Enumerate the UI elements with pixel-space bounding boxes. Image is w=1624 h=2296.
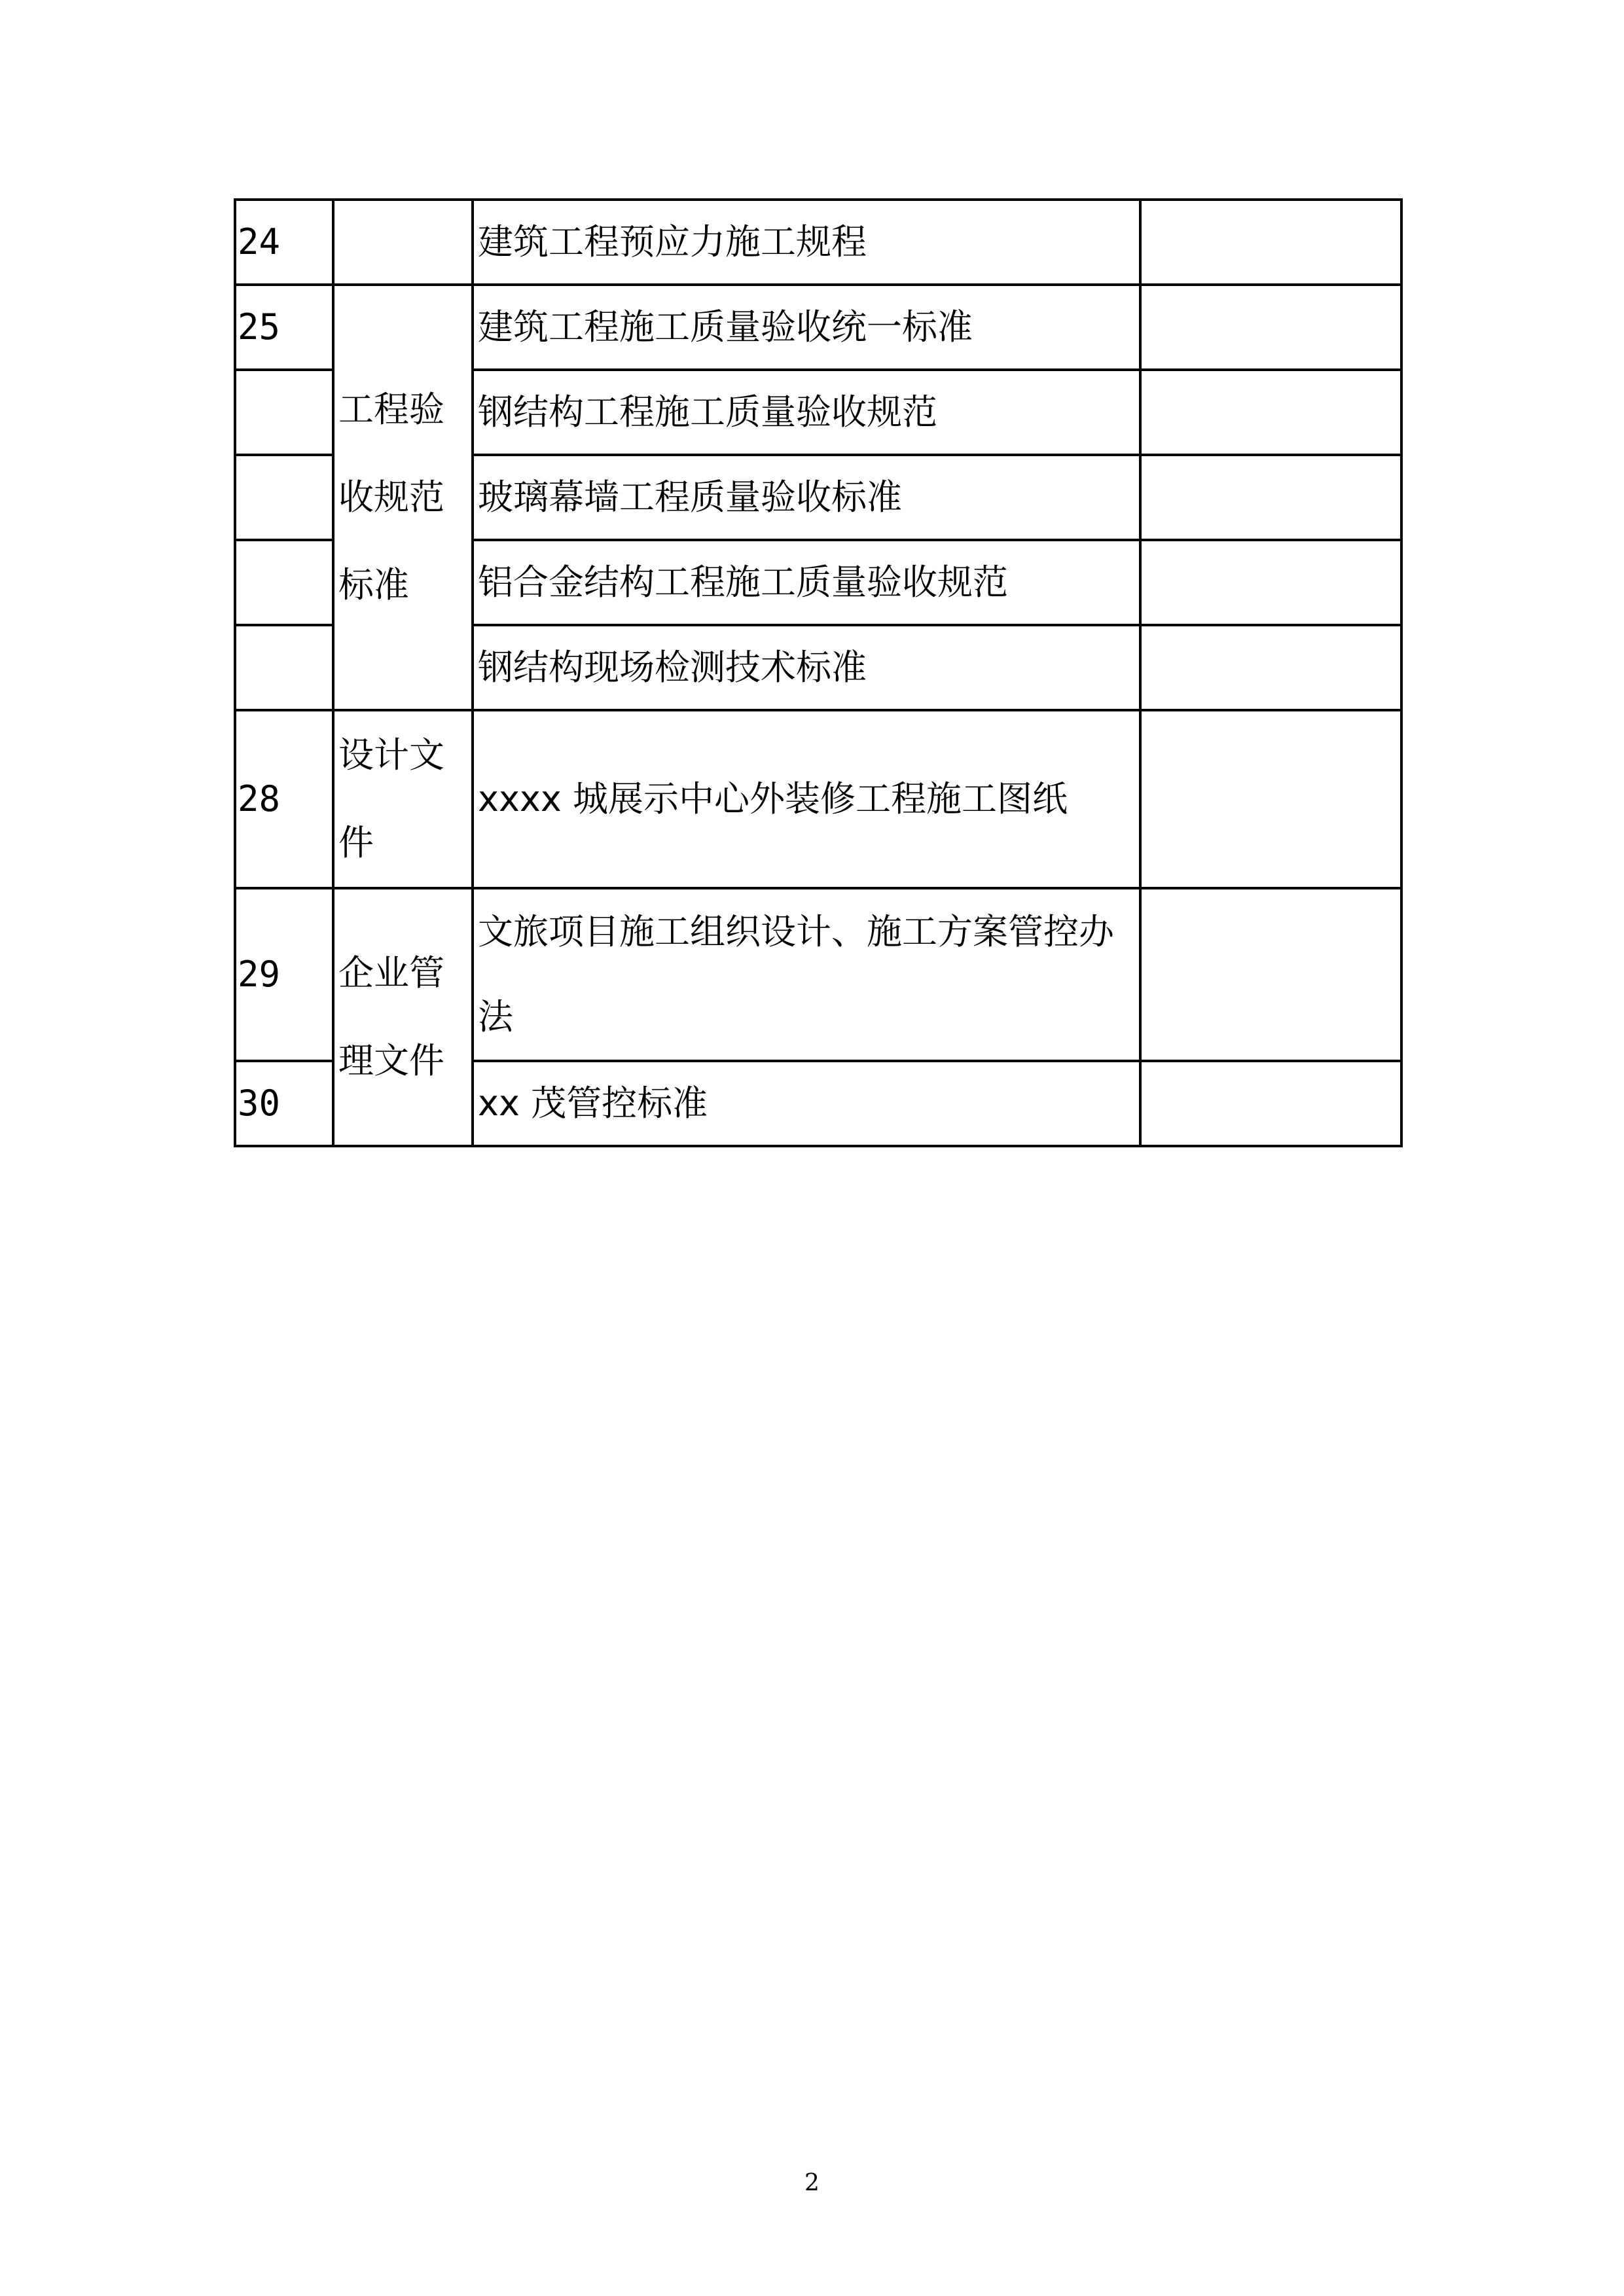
category-enterprise: 企业管理文件 <box>333 888 473 1146</box>
table-row <box>235 285 1401 370</box>
document-name: xxxx 城展示中心外装修工程施工图纸 <box>473 710 1140 888</box>
remark-cell <box>1140 285 1401 370</box>
document-name: xx 茂管控标准 <box>473 1061 1140 1146</box>
document-name: 建筑工程预应力施工规程 <box>473 200 1140 285</box>
page-number: 2 <box>804 2170 820 2197</box>
document-name: 建筑工程施工质量验收统一标准 <box>473 285 1140 370</box>
document-name: 文旅项目施工组织设计、施工方案管控办法 <box>473 888 1140 1061</box>
row-number: 24 <box>235 200 333 285</box>
row-number <box>235 625 333 710</box>
category-design: 设计文件 <box>333 710 473 888</box>
table-row <box>235 200 1401 285</box>
row-number: 25 <box>235 285 333 370</box>
remark-cell <box>1140 710 1401 888</box>
remark-cell <box>1140 1061 1401 1146</box>
remark-cell <box>1140 540 1401 625</box>
row-number <box>235 540 333 625</box>
standards-table <box>234 198 1403 1147</box>
row-number <box>235 455 333 540</box>
category-cell <box>333 200 473 285</box>
document-name: 铝合金结构工程施工质量验收规范 <box>473 540 1140 625</box>
category-acceptance: 工程验收规范标准 <box>333 285 473 710</box>
row-number: 30 <box>235 1061 333 1146</box>
table-row <box>235 710 1401 888</box>
row-number: 29 <box>235 888 333 1061</box>
remark-cell <box>1140 455 1401 540</box>
document-name: 钢结构工程施工质量验收规范 <box>473 370 1140 455</box>
remark-cell <box>1140 625 1401 710</box>
row-number <box>235 370 333 455</box>
table-row <box>235 888 1401 1061</box>
document-name: 玻璃幕墙工程质量验收标准 <box>473 455 1140 540</box>
remark-cell <box>1140 888 1401 1061</box>
remark-cell <box>1140 200 1401 285</box>
row-number: 28 <box>235 710 333 888</box>
remark-cell <box>1140 370 1401 455</box>
document-name: 钢结构现场检测技术标准 <box>473 625 1140 710</box>
